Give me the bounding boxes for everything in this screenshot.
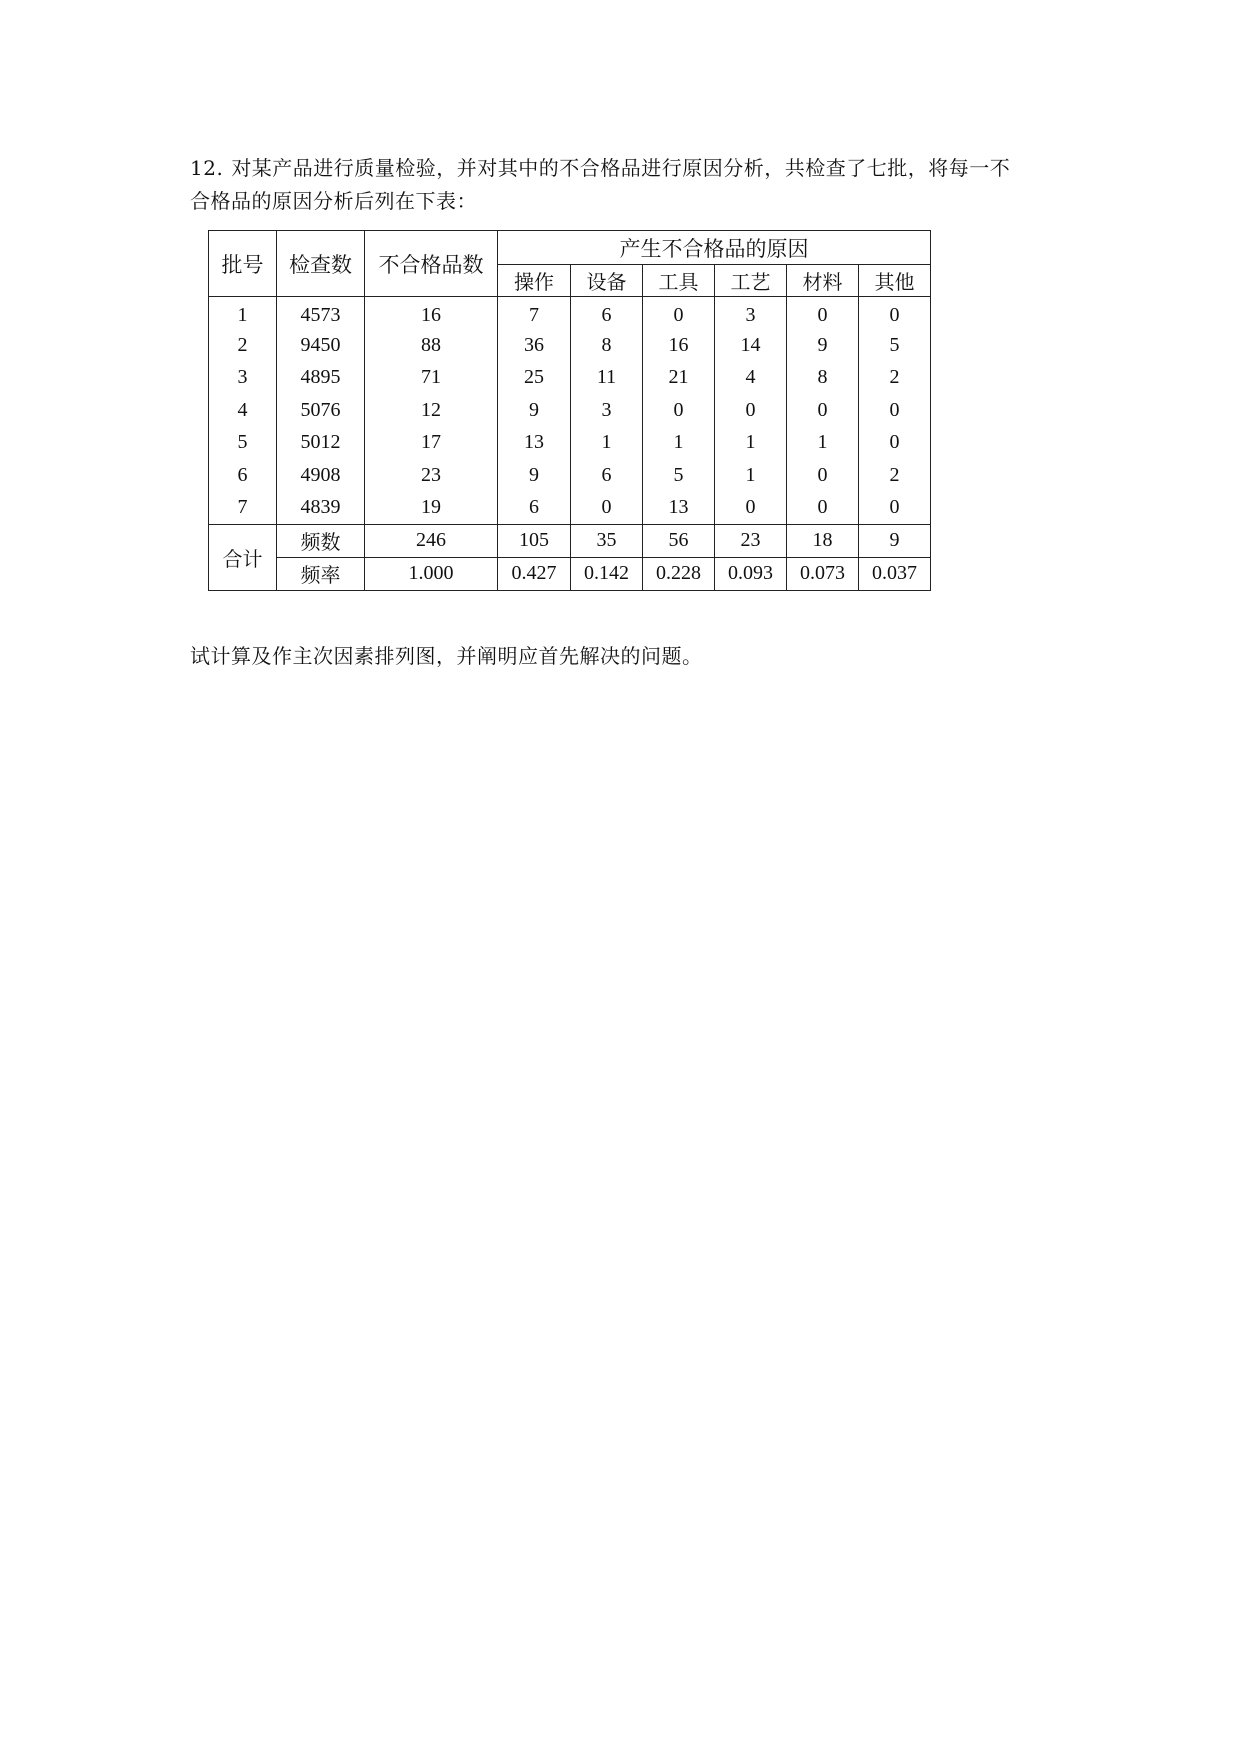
cause-count-cell: 0 [643,394,715,427]
cause-count-cell: 0 [571,492,643,525]
cause-count-cell: 11 [571,362,643,395]
cause-count-cell: 6 [571,297,643,330]
inspected-cell: 4908 [277,459,365,492]
defect-cause-table [208,230,931,591]
table-row [209,427,931,460]
header-cause: 工艺 [715,265,787,297]
cause-count-cell: 16 [643,329,715,362]
batch-cell: 5 [237,431,248,454]
cause-count-cell: 0 [787,459,859,492]
table-summary [209,524,931,590]
batch-cell: 7 [237,496,248,519]
header-defective: 不合格品数 [365,231,498,297]
batch-cell: 6 [237,464,248,486]
header-inspected: 检查数 [277,231,365,297]
cause-count-cell: 4 [715,362,787,395]
cause-count-cell: 14 [715,329,787,362]
cause-count-cell: 7 [498,297,571,330]
cause-count-cell: 25 [498,362,571,395]
defective-cell: 88 [365,329,498,362]
cause-count-cell: 3 [571,394,643,427]
cause-count-cell: 0 [787,394,859,427]
frequency-value: 35 [571,524,643,557]
question-body-1: 对某产品进行质量检验，并对其中的不合格品进行原因分析，共检查了七批，将每一不 [231,156,1011,180]
table-header-row [209,231,931,265]
table-row [209,297,931,330]
cause-count-cell: 21 [643,362,715,395]
cause-count-cell: 2 [859,362,931,395]
table-body [209,297,931,525]
cause-count-cell: 1 [571,427,643,460]
frequency-value: 56 [643,524,715,557]
inspected-cell: 9450 [277,329,365,362]
header-cause: 操作 [498,265,571,297]
defective-cell: 71 [365,362,498,395]
summary-label: 合计 [209,524,277,590]
cause-count-cell: 0 [859,297,931,330]
cause-count-cell: 0 [787,492,859,525]
defective-cell: 23 [365,459,498,492]
table-row [209,459,931,492]
inspected-cell: 4895 [277,362,365,395]
cause-count-cell: 13 [498,427,571,460]
header-batch: 批号 [209,231,277,297]
inspected-cell: 5076 [277,394,365,427]
follow-up-question: 试计算及作主次因素排列图，并阐明应首先解决的问题。 [190,644,703,668]
question-number: 12. [190,156,224,180]
cause-count-cell: 0 [643,297,715,330]
frequency-value: 23 [715,524,787,557]
table-row [209,362,931,395]
cause-count-cell: 6 [498,492,571,525]
defective-cell: 17 [365,427,498,460]
batch-cell: 3 [237,366,248,389]
header-cause: 工具 [643,265,715,297]
cause-count-cell: 13 [643,492,715,525]
frequency-value: 105 [498,524,571,557]
question-line-2: 合格品的原因分析后列在下表： [190,189,477,213]
cause-count-cell: 1 [787,427,859,460]
rate-value: 0.073 [787,557,859,590]
cause-count-cell: 0 [859,492,931,525]
inspected-cell: 4573 [277,297,365,330]
defective-cell: 16 [365,297,498,330]
cause-count-cell: 2 [859,459,931,492]
batch-cell: 2 [237,333,248,356]
cause-count-cell: 0 [715,492,787,525]
summary-frequency-row [209,524,931,557]
rate-value: 0.427 [498,557,571,590]
cause-count-cell: 9 [498,459,571,492]
cause-count-cell: 1 [643,427,715,460]
rate-label: 频率 [277,557,365,590]
cause-count-cell: 0 [859,427,931,460]
rate-value: 0.142 [571,557,643,590]
cause-count-cell: 3 [715,297,787,330]
cause-count-cell: 0 [715,394,787,427]
table-row [209,329,931,362]
rate-value: 0.228 [643,557,715,590]
rate-value: 0.093 [715,557,787,590]
question-line-1 [190,152,1070,185]
cause-count-cell: 36 [498,329,571,362]
cause-count-cell: 8 [787,362,859,395]
cause-count-cell: 1 [715,459,787,492]
table-row [209,394,931,427]
cause-count-cell: 5 [859,329,931,362]
rate-total: 1.000 [365,557,498,590]
frequency-label: 频数 [277,524,365,557]
header-causes-group: 产生不合格品的原因 [498,231,931,265]
cause-count-cell: 8 [571,329,643,362]
cause-count-cell: 6 [571,459,643,492]
cause-count-cell: 1 [715,427,787,460]
inspected-cell: 4839 [277,492,365,525]
cause-count-cell: 9 [787,329,859,362]
cause-count-cell: 0 [859,394,931,427]
defective-cell: 12 [365,394,498,427]
rate-value: 0.037 [859,557,931,590]
batch-cell: 4 [237,398,248,421]
header-cause: 设备 [571,265,643,297]
cause-count-cell: 5 [643,459,715,492]
cause-count-cell: 0 [787,297,859,330]
header-cause: 其他 [859,265,931,297]
header-cause: 材料 [787,265,859,297]
question-text [190,152,1070,218]
frequency-total: 246 [365,524,498,557]
defective-cell: 19 [365,492,498,525]
summary-rate-row [209,557,931,590]
cause-count-cell: 9 [498,394,571,427]
frequency-value: 18 [787,524,859,557]
batch-cell: 1 [237,303,248,326]
frequency-value: 9 [859,524,931,557]
table-row [209,492,931,525]
inspected-cell: 5012 [277,427,365,460]
